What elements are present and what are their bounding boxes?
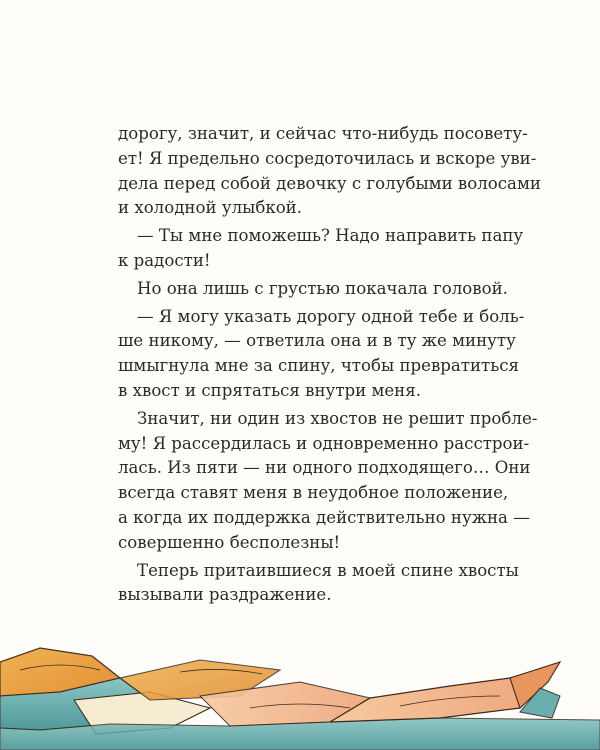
paragraph-2 <box>118 224 524 274</box>
paragraph-1 <box>118 122 541 221</box>
text-line: и холодной улыбкой. <box>118 198 303 218</box>
paragraph-5 <box>118 407 538 556</box>
text-line: а когда их поддержка действительно нужна — <box>118 507 530 527</box>
text-line: в хвост и спрятаться внутри меня. <box>118 380 421 400</box>
paragraph-3 <box>118 277 508 302</box>
text-line: ет! Я предельно сосредоточилась и вскоре уви- <box>118 148 537 168</box>
text-line: шмыгнула мне за спину, чтобы превратиться <box>118 356 520 376</box>
body-text <box>118 122 541 611</box>
text-line: совершенно бесполезны! <box>118 532 341 552</box>
text-line: му! Я рассердилась и одновременно расстрои- <box>118 433 530 453</box>
text-line: дорогу, значит, и сейчас что-нибудь посовету- <box>118 124 528 143</box>
text-line: — Я могу указать дорогу одной тебе и боль- <box>137 306 525 326</box>
text-line: лась. Из пяти — ни одного подходящего… Они <box>118 458 531 478</box>
text-line: вызывали раздражение. <box>118 585 332 605</box>
paragraph-4 <box>118 305 525 404</box>
text-line: Теперь притаившиеся в моей спине хвосты <box>137 560 519 580</box>
text-line: всегда ставят меня в неудобное положение, <box>118 483 509 503</box>
text-line: дела перед собой девочку с голубыми волосами <box>118 173 541 193</box>
watercolor-tails-illustration <box>0 600 600 750</box>
text-line: Значит, ни один из хвостов не решит пробле- <box>137 408 538 428</box>
text-line: к радости! <box>118 250 211 270</box>
text-line: ше никому, — ответила она и в ту же минуту <box>118 331 516 351</box>
text-line: Но она лишь с грустью покачала головой. <box>137 278 508 298</box>
text-line: — Ты мне поможешь? Надо направить папу <box>137 226 524 246</box>
